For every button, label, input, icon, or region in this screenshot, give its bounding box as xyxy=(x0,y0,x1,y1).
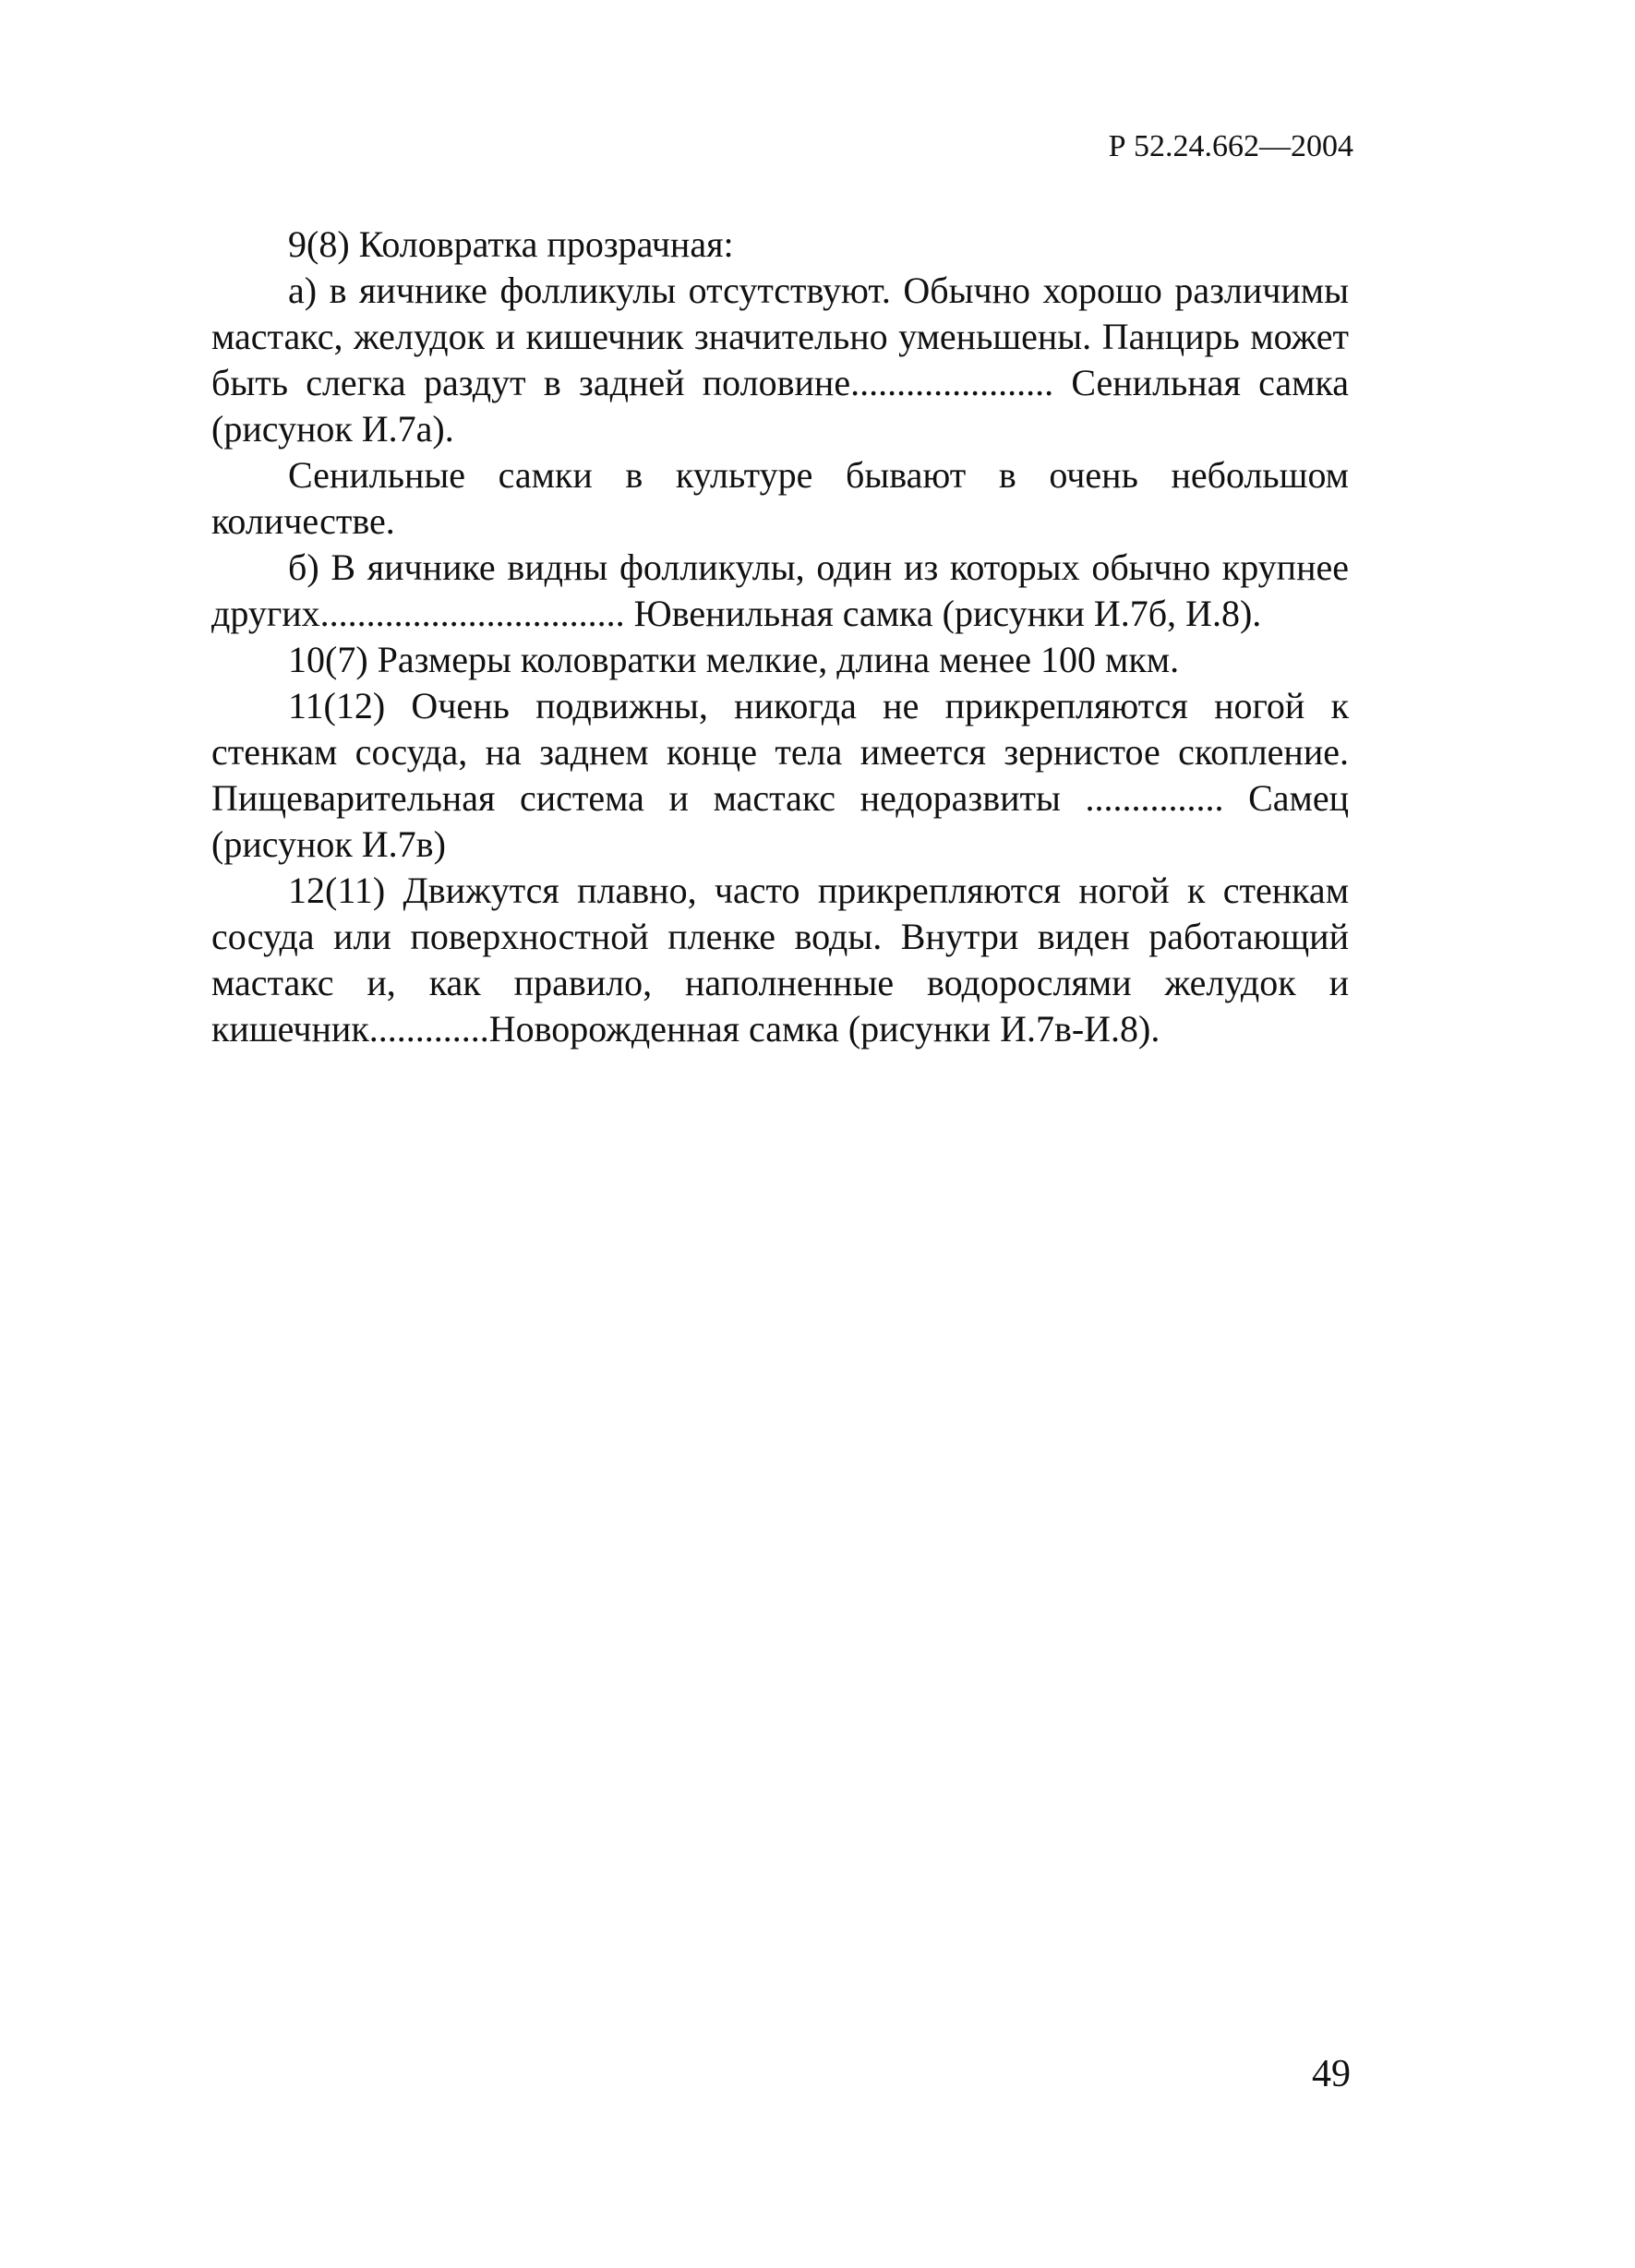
paragraph-11-12: 11(12) Очень подвижны, никогда не прикрепляются ногой к стенкам сосуда, на заднем конце тела имеется зернистое скопление. Пищеварительная система и мастакс недоразвиты ............... Самец (рисунок И.7в) xyxy=(211,685,1349,865)
paragraph-12-11: 12(11) Движутся плавно, часто прикрепляются ногой к стенкам сосуда или поверхностной пленке воды. Внутри виден работающий мастакс и, как правило, наполненные водорослями желудок и кишечник.............Новорожденная самка (рисунки И.7в-И.8). xyxy=(211,870,1349,1050)
document-body xyxy=(211,222,1349,1052)
paragraph-senile-note: Сенильные самки в культуре бывают в очень небольшом количестве. xyxy=(211,454,1349,542)
paragraph-9b: б) В яичнике видны фолликулы, один из которых обычно крупнее других................................. Ювенильная самка (рисунки И.7б, И.8). xyxy=(211,546,1349,634)
paragraph-9a: а) в яичнике фолликулы отсутствуют. Обычно хорошо различимы мастакс, желудок и кишечник значительно уменьшены. Панцирь может быть слегка раздут в задней половине...................... Сенильная самка (рисунок И.7а). xyxy=(211,270,1349,450)
paragraph-9-8: 9(8) Коловратка прозрачная: xyxy=(288,223,734,265)
page-number: 49 xyxy=(1312,2053,1351,2095)
paragraph-10-7: 10(7) Размеры коловратки мелкие, длина менее 100 мкм. xyxy=(288,639,1180,680)
document-number: Р 52.24.662—2004 xyxy=(1108,129,1353,163)
